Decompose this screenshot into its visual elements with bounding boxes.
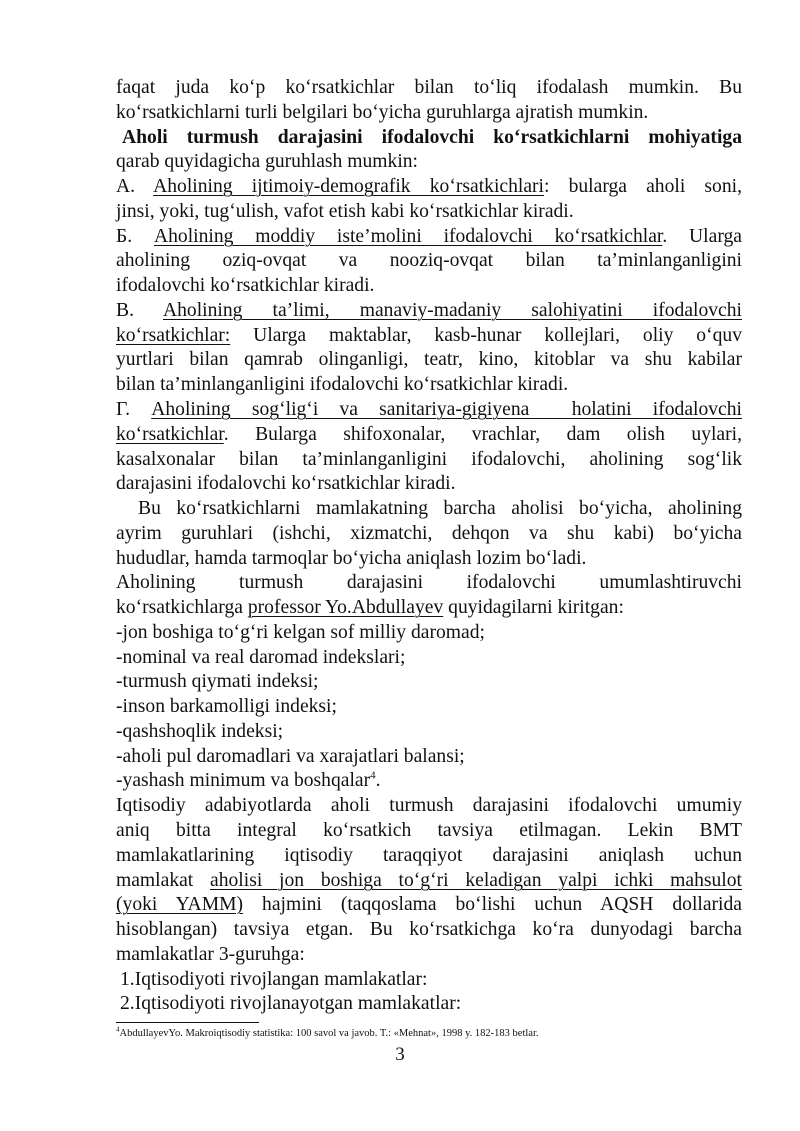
- item-g-line-2: [116, 423, 742, 448]
- item-v-line: [116, 299, 742, 324]
- footnote-number: 4: [116, 1025, 120, 1034]
- text-line: hisoblangan) tavsiya etgan. Bu ko‘rsatkichga ko‘ra dunyodagi barcha: [116, 919, 742, 940]
- item-v-line-2: [116, 324, 742, 349]
- numbered-item: 2.Iqtisodiyoti rivojlanayotgan mamlakatlar:: [120, 993, 462, 1014]
- text-line: bilan ta’minlanganligini ifodalovchi ko‘rsatkichlar kiradi.: [116, 374, 569, 395]
- gdp-underlined: aholisi jon boshiga to‘g‘ri keladigan yalpi ichki mahsulot: [210, 870, 742, 891]
- text-line: ayrim guruhlari (ishchi, xizmatchi, dehqon va shu kabi) bo‘yicha: [116, 523, 742, 544]
- item-a-underlined: Aholining ijtimoiy-demografik ko‘rsatkichlari: [153, 176, 544, 197]
- item-a-marker: A.: [116, 176, 154, 197]
- text-line: aniq bitta integral ko‘rsatkich tavsiya etilmagan. Lekin BMT: [116, 820, 742, 841]
- text-line: qarab quyidagicha guruhlash mumkin:: [116, 151, 419, 172]
- item-v-underlined-2: ko‘rsatkichlar:: [116, 325, 231, 346]
- item-v-marker: B.: [116, 300, 163, 321]
- item-v-text: Ularga maktablar, kasb-hunar kollejlari, oliy o‘quv: [230, 325, 742, 346]
- text-line: yurtlari bilan qamrab olinganligi, teatr, kino, kitoblar va shu kabilar: [116, 349, 742, 370]
- citation-line: [116, 596, 742, 621]
- citation-pre: ko‘rsatkichlarga: [116, 597, 248, 618]
- item-g-line: [116, 398, 742, 423]
- item-g-underlined-2: ko‘rsatkichlar: [116, 424, 224, 445]
- section-heading: [122, 126, 742, 151]
- citation-post: quyidagilarni kiritgan:: [443, 597, 624, 618]
- text-line: mamlakatlar 3-guruhga:: [116, 944, 305, 965]
- item-a-line: [116, 175, 742, 200]
- text-line: faqat juda ko‘p ko‘rsatkichlar bilan to‘liq ifodalash mumkin. Bu: [116, 77, 742, 98]
- item-b-line: [116, 225, 742, 250]
- item-g-text: . Bularga shifoxonalar, vrachlar, dam olish uylari,: [223, 424, 742, 445]
- gdp-underlined-2: (yoki YAMM): [116, 894, 244, 915]
- text-line: Bu ko‘rsatkichlarni mamlakatning barcha aholisi bo‘yicha, aholining: [138, 498, 742, 519]
- list-item: -jon boshiga to‘g‘ri kelgan sof milliy daromad;: [116, 622, 485, 643]
- item-g-underlined: Aholining sog‘lig‘i va sanitariya-gigiyena holatini ifodalovchi: [151, 399, 742, 420]
- list-item-end: .: [375, 770, 381, 791]
- list-item: -aholi pul daromadlari va xarajatlari balansi;: [116, 746, 465, 767]
- page-number: 3: [395, 1044, 405, 1065]
- text-line: darajasini ifodalovchi ko‘rsatkichlar kiradi.: [116, 473, 456, 494]
- text-line: hududlar, hamda tarmoqlar bo‘yicha aniqlash lozim bo‘ladi.: [116, 548, 587, 569]
- gdp-line: [116, 869, 742, 894]
- text-line: kasalxonalar bilan ta’minlanganligini ifodalovchi, aholining sog‘lik: [116, 449, 742, 470]
- item-a-text: : bularga aholi soni,: [544, 176, 742, 197]
- footnote-marker: 4: [370, 769, 376, 782]
- list-item: -turmush qiymati indeksi;: [116, 671, 319, 692]
- list-item: -nominal va real daromad indekslari;: [116, 647, 406, 668]
- text-line: mamlakatlarining iqtisodiy taraqqiyot darajasini aniqlash uchun: [116, 845, 742, 866]
- footnote-text: AbdullayevYo. Makroiqtisodiy statistika: 100 savol va javob. T.: «Mehnat», 1998 y. 182-183 betlar.: [119, 1028, 539, 1039]
- text-line: jinsi, yoki, tug‘ulish, vafot etish kabi ko‘rsatkichlar kiradi.: [116, 201, 574, 222]
- text-line: Iqtisodiy adabiyotlarda aholi turmush darajasini ifodalovchi umumiy: [116, 795, 742, 816]
- footnote: [116, 1027, 539, 1040]
- text-line: ko‘rsatkichlarni turli belgilari bo‘yicha guruhlarga ajratish mumkin.: [116, 102, 649, 123]
- text-line: ifodalovchi ko‘rsatkichlar kiradi.: [116, 275, 375, 296]
- gdp-text: hajmini (taqqoslama bo‘lishi uchun AQSH dollarida: [243, 894, 742, 915]
- heading-text: Aholi turmush darajasini ifodalovchi ko‘rsatkichlarni mohiyatiga: [122, 127, 742, 148]
- list-item: -qashshoqlik indeksi;: [116, 721, 284, 742]
- item-b-text: . Ularga: [662, 226, 742, 247]
- numbered-item: 1.Iqtisodiyoti rivojlangan mamlakatlar:: [120, 969, 428, 990]
- item-b-marker: Б.: [116, 226, 154, 247]
- footnote-divider: [116, 1022, 259, 1023]
- text-line: aholining oziq-ovqat va nooziq-ovqat bilan ta’minlanganligini: [116, 250, 742, 271]
- list-item: -inson barkamolligi indeksi;: [116, 696, 337, 717]
- list-item-text: -yashash minimum va boshqalar: [116, 770, 371, 791]
- gdp-line-2: [116, 893, 742, 918]
- item-v-underlined: Aholining ta’limi, manaviy-madaniy salohiyatini ifodalovchi: [162, 300, 742, 321]
- item-b-underlined: Aholining moddiy iste’molini ifodalovchi ko‘rsatkichlar: [153, 226, 663, 247]
- list-item-last: [116, 769, 742, 794]
- gdp-pre: mamlakat: [116, 870, 211, 891]
- item-g-marker: Г.: [116, 399, 152, 420]
- text-line: Aholining turmush darajasini ifodalovchi umumlashtiruvchi: [116, 572, 742, 593]
- author-reference: professor Yo.Abdullayev: [247, 597, 444, 618]
